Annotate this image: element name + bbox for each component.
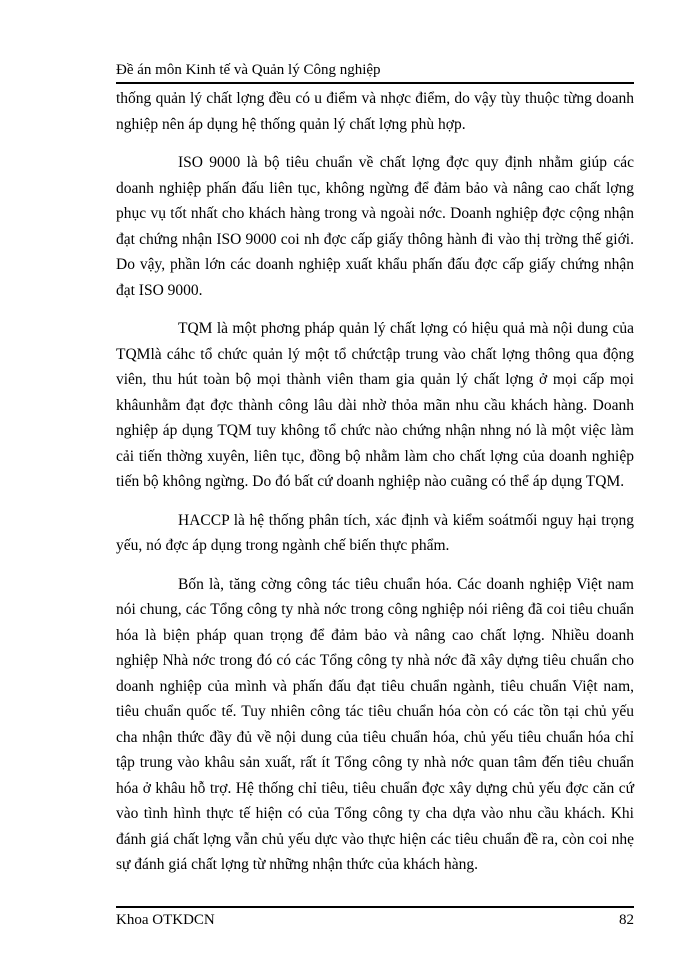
paragraph-continuation: thống quản lý chất lợng đều có u điểm và nhợc điểm, do vậy tùy thuộc từng doanh nghiệp nên áp dụng hệ thống quản lý chất lợng phù hợp.: [116, 90, 634, 133]
body-text: [116, 86, 634, 891]
footer-department: Khoa OTKDCN: [116, 912, 215, 928]
paragraph-standardization: Bốn là, tăng cờng công tác tiêu chuẩn hóa. Các doanh nghiệp Việt nam nói chung, các Tổng công ty nhà nớc trong công nghiệp nói riêng đã coi tiêu chuẩn hóa là biện pháp quan trọng để đảm bảo và nâng cao chất lợng. Nhiều doanh nghiệp Nhà nớc trong đó có các Tổng công ty nhà nớc đã xây dựng tiêu chuẩn cho doanh nghiệp của mình và phấn đấu đạt tiêu chuẩn ngành, tiêu chuẩn Việt nam, tiêu chuẩn quốc tế. Tuy nhiên công tác tiêu chuẩn hóa còn có các tồn tại chủ yếu cha nhận thức đầy đủ về nội dung của tiêu chuẩn hóa, chủ yếu tiêu chuẩn hóa chỉ tập trung vào khâu sản xuất, rất ít Tổng công ty nhà nớc quan tâm đến tiêu chuẩn hóa ở khâu hỗ trợ. Hệ thống chỉ tiêu, tiêu chuẩn đợc xây dựng chủ yếu đợc căn cứ vào tình hình thực tế hiện có của Tổng công ty cha dựa vào nhu cầu khách. Khi đánh giá chất lợng vẫn chủ yếu dực vào thực hiện các tiêu chuẩn đề ra, còn coi nhẹ sự đánh giá chất lợng từ những nhận thức của khách hàng.: [116, 575, 634, 873]
paragraph-iso9000: ISO 9000 là bộ tiêu chuẩn về chất lợng đợc quy định nhằm giúp các doanh nghiệp phấn đấu liên tục, không ngừng để đảm bảo và nâng cao chất lợng phục vụ tốt nhất cho khách hàng trong và ngoài nớc. Doanh nghiệp đợc cộng nhận đạt chứng nhận ISO 9000 coi nh đợc cấp giấy thông hành đi vào thị trờng thế giới. Do vậy, phần lớn các doanh nghiệp xuất khẩu phấn đấu đợc cấp giấy chứng nhận đạt ISO 9000.: [116, 154, 634, 299]
page-number: 82: [619, 912, 634, 928]
footer-divider: [116, 906, 634, 908]
running-header: Đề án môn Kinh tế và Quản lý Công nghiệp: [116, 62, 381, 78]
paragraph-tqm: TQM là một phơng pháp quản lý chất lợng có hiệu quả mà nội dung của TQMlà cáhc tổ chức quản lý một tổ chứctập trung vào chất lợng thông qua động viên, thu hút toàn bộ mọi thành viên tham gia quản lý chất lợng ở mọi cấp mọi khâunhằm đạt đợc thành công lâu dài nhờ thỏa mãn nhu cầu khách hàng. Doanh nghiệp áp dụng TQM tuy không tổ chức nào chứng nhận nhng nó là một việc làm cải tiến thờng xuyên, liên tục, đồng bộ nhằm làm cho chất lợng của doanh nghiệp tiến bộ không ngừng. Do đó bất cứ doanh nghiệp nào cuãng có thể áp dụng TQM.: [116, 320, 634, 490]
paragraph-haccp: HACCP là hệ thống phân tích, xác định và kiểm soátmối nguy hại trọng yếu, nó đợc áp dụng trong ngành chế biến thực phẩm.: [116, 511, 634, 554]
header-divider: [116, 82, 634, 84]
